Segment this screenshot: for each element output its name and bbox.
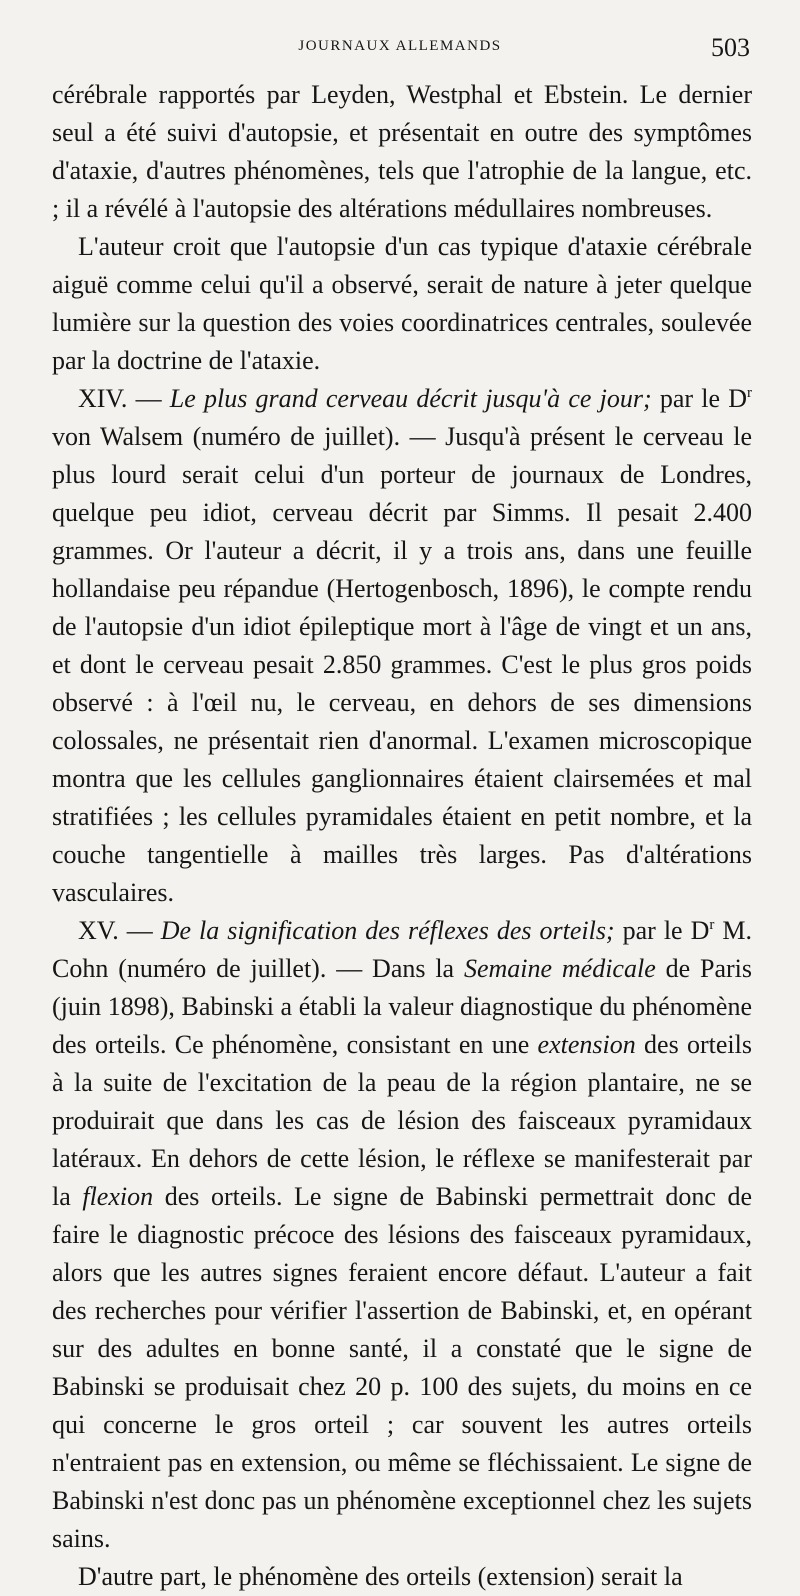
paragraph-ataxie: L'auteur croit que l'autopsie d'un cas typique d'ataxie cérébrale aiguë comme celui qu'il a observé, serait de nature à jeter quelque lumière sur la question des voies coordinatrices centrales, soulevée par la doctrine de l'ataxie. bbox=[52, 232, 752, 375]
paragraph-final: D'autre part, le phénomène des orteils (extension) serait la bbox=[78, 1562, 683, 1591]
superscript: r bbox=[747, 385, 752, 401]
author-prefix: par le D bbox=[651, 384, 747, 413]
section-number-xv: XV. — bbox=[78, 916, 161, 945]
section-number-xiv: XIV. — bbox=[78, 384, 170, 413]
page-header bbox=[0, 0, 800, 80]
section-text-xiv: von Walsem (numéro de juillet). — Jusqu'à présent le cerveau le plus lourd serait celui d'un porteur de journaux de Londres, quelque peu idiot, cerveau décrit par Simms. Il pesait 2.400 grammes. Or l'auteur a décrit, il y a trois ans, dans une feuille hollandaise peu répandue (Hertogenbosch, 1896), le compte rendu de l'autopsie d'un idiot épileptique mort à l'âge de vingt et un ans, et dont le cerveau pesait 2.850 grammes. C'est le plus gros poids observé : à l'œil nu, le cerveau, en dehors de ses dimensions colossales, ne présentait rien d'anormal. L'examen microscopique montra que les cellules ganglionnaires étaient clairsemées et mal stratifiées ; les cellules pyramidales étaient en petit nombre, et la couche tangentielle à mailles très larges. Pas d'altérations vasculaires. bbox=[52, 422, 752, 907]
author-prefix: par le D bbox=[614, 916, 710, 945]
running-title: JOURNAUX ALLEMANDS bbox=[298, 38, 502, 54]
section-title-xv: De la signification des réflexes des orteils; bbox=[160, 916, 615, 945]
paragraph-xiv bbox=[52, 380, 752, 912]
superscript: r bbox=[709, 917, 715, 933]
journal-name: Semaine médicale bbox=[463, 954, 656, 983]
page-number: 503 bbox=[711, 33, 750, 62]
section-text-xv-3: des orteils à la suite de l'excitation de la peau de la région plantaire, ne se produirait que dans les cas de lésion des faisceaux pyramidaux latéraux. En dehors de cette lésion, le réflexe se manifesterait par la bbox=[52, 1030, 752, 1211]
paragraph-continuation: cérébrale rapportés par Leyden, Westphal et Ebstein. Le dernier seul a été suivi d'autopsie, et présentait en outre des symptômes d'ataxie, d'autres phénomènes, tels que l'atrophie de la langue, etc. ; il a révélé à l'autopsie des altérations médullaires nombreuses. bbox=[52, 80, 752, 223]
emphasis-extension: extension bbox=[537, 1030, 636, 1059]
section-title-xiv: Le plus grand cerveau décrit jusqu'à ce jour; bbox=[169, 384, 652, 413]
section-text-xv-4: des orteils. Le signe de Babinski permettrait donc de faire le diagnostic précoce des lésions des faisceaux pyramidaux, alors que les autres signes feraient encore défaut. L'auteur a fait des recherches pour vérifier l'assertion de Babinski, et, en opérant sur des adultes en bonne santé, il a constaté que le signe de Babinski se produisait chez 20 p. 100 des sujets, du moins en ce qui concerne le gros orteil ; car souvent les autres orteils n'entraient pas en extension, ou même se fléchissaient. Le signe de Babinski n'est donc pas un phénomène exceptionnel chez les sujets sains. bbox=[52, 1182, 752, 1553]
body-text bbox=[52, 76, 752, 1596]
emphasis-flexion: flexion bbox=[82, 1182, 154, 1211]
section-text-xv-1: M. Cohn (numéro de juillet). — Dans la bbox=[52, 916, 753, 983]
section-text-xv-2: de Paris (juin 1898), Babinski a établi la valeur diagnostique du phénomène des orteils. Ce phénomène, consistant en une bbox=[52, 954, 752, 1059]
paragraph-xv bbox=[52, 912, 752, 1558]
